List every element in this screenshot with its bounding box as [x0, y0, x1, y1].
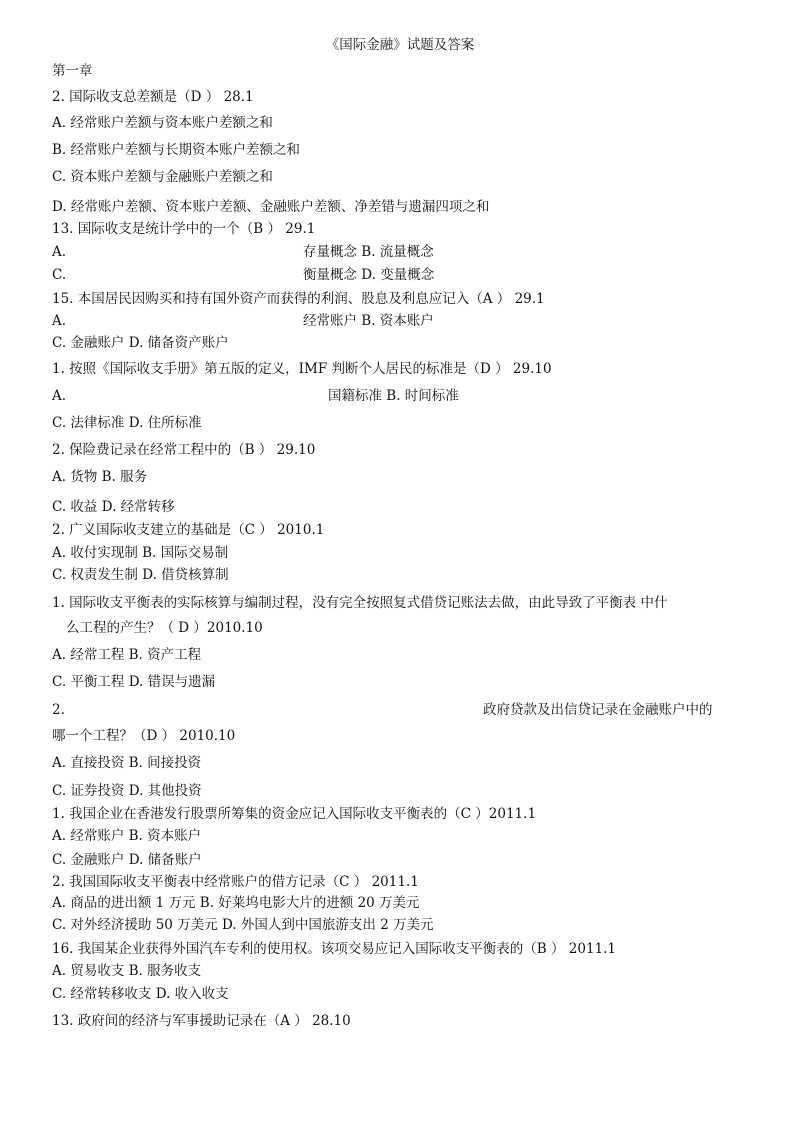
- option-line: A. 经常工程 B. 资产工程: [52, 647, 202, 663]
- question-line: 13. 国际收支是统计学中的一个（B ） 29.1: [52, 221, 316, 237]
- option-label: A.: [52, 244, 67, 260]
- option-label: A.: [52, 388, 67, 404]
- option-line: C. 资本账户差额与金融账户差额之和: [52, 169, 273, 185]
- question-line: 13. 政府间的经济与军事援助记录在（A ） 28.10: [52, 1013, 351, 1029]
- option-label: A.: [52, 313, 67, 329]
- option-line: A. 经常账户 B. 资本账户: [52, 828, 202, 844]
- question-line: 15. 本国居民因购买和持有国外资产而获得的利润、股息及利息应记入（A ） 29.1: [52, 291, 545, 307]
- option-line: A. 直接投资 B. 间接投资: [52, 755, 202, 771]
- option-line: C. 平衡工程 D. 错误与遗漏: [52, 674, 216, 690]
- question-line: 哪一个工程？（D ） 2010.10: [52, 728, 236, 744]
- question-line: 2. 国际收支总差额是（D ） 28.1: [52, 89, 254, 105]
- option-line: A. 货物 B. 服务: [52, 469, 148, 485]
- option-line: D. 经常账户差额、资本账户差额、金融账户差额、净差错与遗漏四项之和: [52, 199, 490, 215]
- option-line: C. 权责发生制 D. 借贷核算制: [52, 567, 229, 583]
- option-line: C. 经常转移收支 D. 收入收支: [52, 986, 229, 1002]
- question-line: 么工程的产生？（ D ）2010.10: [66, 620, 263, 636]
- option-line: A. 贸易收支 B. 服务收支: [52, 963, 202, 979]
- option-line: C. 法律标准 D. 住所标准: [52, 415, 202, 431]
- option-line: C. 金融账户 D. 储备资产账户: [52, 335, 229, 351]
- question-line: 1. 我国企业在香港发行股票所筹集的资金应记入国际收支平衡表的（C ）2011.1: [52, 806, 537, 822]
- question-line: 政府贷款及出信贷记录在金融账户中的: [483, 702, 713, 718]
- question-line: 1. 按照《国际收支手册》第五版的定义，IMF 判断个人居民的标准是（D ） 29.10: [52, 361, 552, 377]
- option-line: C. 对外经济援助 50 万美元 D. 外国人到中国旅游支出 2 万美元: [52, 917, 434, 933]
- question-number: 2.: [52, 702, 65, 718]
- chapter-heading: 第一章: [52, 63, 93, 79]
- question-line: 16. 我国某企业获得外国汽车专利的使用权。该项交易应记入国际收支平衡表的（B ） 2011.1: [52, 941, 616, 957]
- option-text: 经常账户 B. 资本账户: [303, 313, 434, 329]
- option-line: C. 收益 D. 经常转移: [52, 499, 175, 515]
- document-title: 《国际金融》试题及答案: [325, 37, 475, 53]
- option-text: 衡量概念 D. 变量概念: [303, 267, 435, 283]
- question-line: 2. 保险费记录在经常工程中的（B ） 29.10: [52, 442, 316, 458]
- option-text: 存量概念 B. 流量概念: [303, 244, 434, 260]
- question-line: 2. 广义国际收支建立的基础是（C ） 2010.1: [52, 522, 325, 538]
- option-line: C. 金融账户 D. 储备账户: [52, 852, 202, 868]
- option-text: 国籍标准 B. 时间标准: [328, 388, 459, 404]
- option-line: A. 经常账户差额与资本账户差额之和: [52, 115, 273, 131]
- option-line: A. 商品的进出额 1 万元 B. 好莱坞电影大片的进额 20 万美元: [52, 895, 420, 911]
- question-line: 1. 国际收支平衡表的实际核算与编制过程，没有完全按照复式借贷记账法去做，由此导致了平衡表 中什: [52, 595, 668, 611]
- option-label: C.: [52, 267, 67, 283]
- option-line: B. 经常账户差额与长期资本账户差额之和: [52, 142, 301, 158]
- option-line: A. 收付实现制 B. 国际交易制: [52, 545, 229, 561]
- question-line: 2. 我国国际收支平衡表中经常账户的借方记录（C ） 2011.1: [52, 874, 419, 890]
- option-line: C. 证券投资 D. 其他投资: [52, 783, 202, 799]
